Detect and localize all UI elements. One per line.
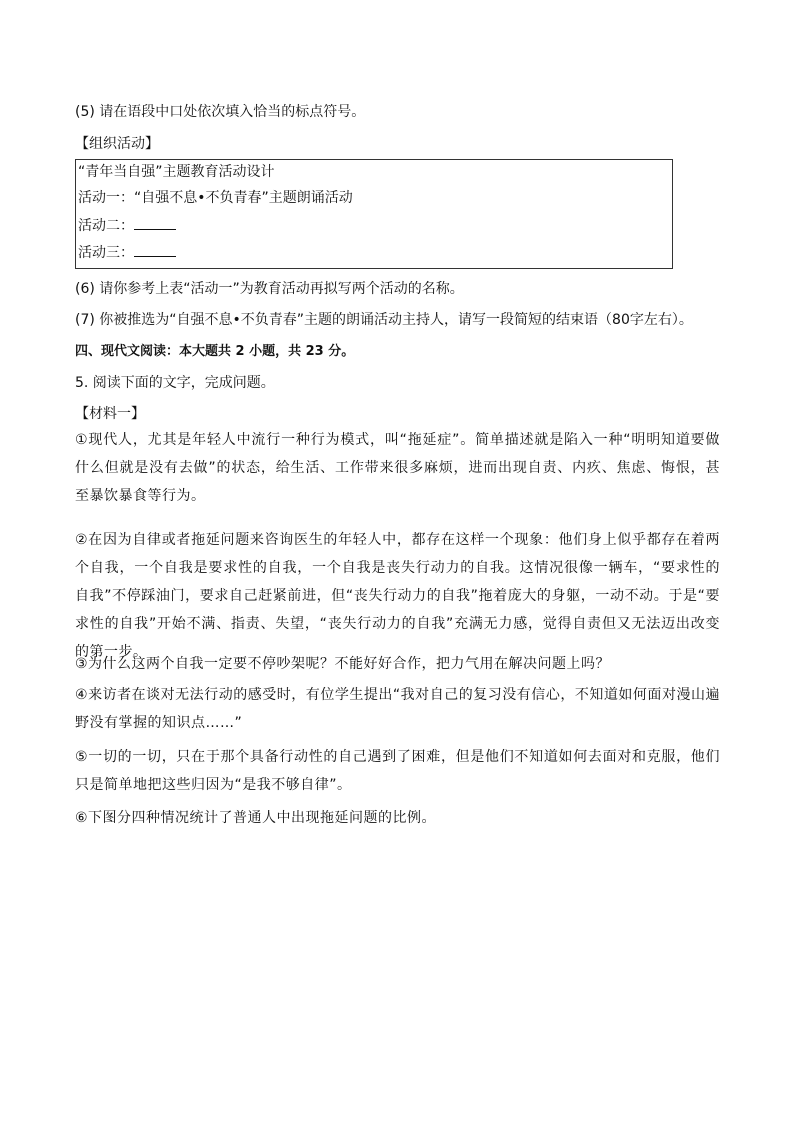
activity-one: 活动一：“自强不息•不负青春”主题朗诵活动 (78, 190, 353, 206)
activity-table-title: “青年当自强”主题教育活动设计 (78, 164, 275, 180)
paragraph-2: ②在因为自律或者拖延问题来咨询医生的年轻人中，都存在这样一个现象：他们身上似乎都存在着两个自我，一个自我是要求性的自我，一个自我是丧失行动力的自我。这情况很像一辆车，“要求性的自我”不停踩油门，要求自己赶紧前进，但“丧失行动力的自我”拖着庞大的身躯，一动不动。于是“要求性的自我”开始不满、指责、失望，“丧失行动力的自我”充满无力感，觉得自责但又无法迈出改变的第一步。 (75, 532, 720, 660)
question-6: (6) 请你参考上表“活动一”为教育活动再拟写两个活动的名称。 (75, 281, 464, 297)
activity-two-blank (134, 215, 176, 230)
material-one-heading: 【材料一】 (75, 406, 145, 422)
question-5-prompt: 5. 阅读下面的文字，完成问题。 (75, 375, 275, 391)
organize-activity-heading: 【组织活动】 (75, 136, 159, 152)
paragraph-4: ④来访者在谈对无法行动的感受时，有位学生提出“我对自己的复习没有信心，不知道如何面对漫山遍野没有掌握的知识点……” (75, 687, 720, 731)
activity-design-table (75, 159, 673, 269)
paragraph-5: ⑤一切的一切，只在于那个具备行动性的自己遇到了困难，但是他们不知道如何去面对和克服，他们只是简单地把这些归因为“是我不够自律”。 (75, 749, 720, 793)
activity-three-label: 活动三： (78, 245, 134, 261)
activity-two-label: 活动二： (78, 218, 134, 234)
activity-two (78, 215, 176, 236)
paragraph-6: ⑥下图分四种情况统计了普通人中出现拖延问题的比例。 (75, 810, 437, 826)
activity-three (78, 242, 176, 263)
paragraph-1: ①现代人，尤其是年轻人中流行一种行为模式，叫“拖延症”。简单描述就是陷入一种“明明知道要做什么但就是没有去做”的状态，给生活、工作带来很多麻烦，进而出现自责、内疚、焦虑、悔恨，甚至暴饮暴食等行为。 (75, 432, 720, 504)
paragraph-3: ③为什么这两个自我一定要不停吵架呢？不能好好合作，把力气用在解决问题上吗？ (75, 656, 611, 672)
question-7: (7) 你被推选为“自强不息•不负青春”主题的朗诵活动主持人，请写一段简短的结束语（80字左右）。 (75, 312, 693, 328)
activity-three-blank (134, 242, 176, 257)
section-four-heading: 四、现代文阅读：本大题共 2 小题，共 23 分。 (75, 344, 355, 359)
question-5-sub: (5) 请在语段中口处依次填入恰当的标点符号。 (75, 104, 366, 120)
